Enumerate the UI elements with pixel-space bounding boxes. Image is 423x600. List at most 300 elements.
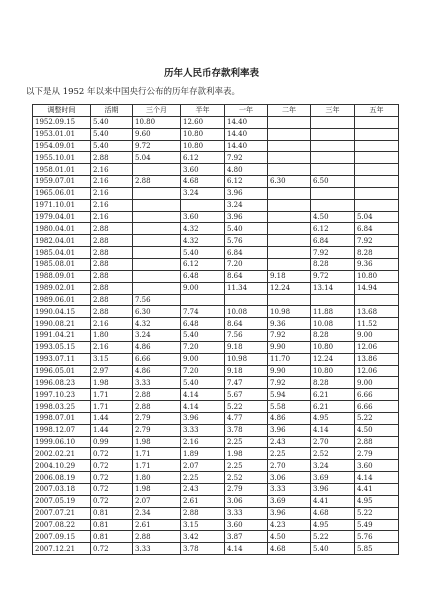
rate-cell: 2.88: [355, 436, 399, 448]
rate-cell: 10.80: [181, 140, 225, 152]
rate-cell: 2.88: [133, 531, 181, 543]
rate-cell: [268, 199, 311, 211]
rate-cell: 6.48: [181, 270, 225, 282]
rate-cell: 2.88: [181, 507, 225, 519]
rate-cell: 5.76: [225, 235, 268, 247]
rate-cell: 2.88: [91, 282, 133, 294]
rate-cell: [355, 140, 399, 152]
rate-cell: 8.28: [311, 330, 355, 342]
rate-cell: 8.28: [355, 247, 399, 259]
table-row: [33, 424, 399, 436]
table-row: [33, 519, 399, 531]
rate-cell: 5.22: [311, 531, 355, 543]
rate-cell: 2.25: [225, 436, 268, 448]
rate-cell: 0.72: [91, 543, 133, 555]
table-row: [33, 401, 399, 413]
rate-cell: 2.25: [225, 460, 268, 472]
rate-cell: [133, 270, 181, 282]
rate-cell: 6.12: [225, 176, 268, 188]
rate-cell: 0.81: [91, 519, 133, 531]
rate-cell: 9.90: [268, 365, 311, 377]
table-row: [33, 282, 399, 294]
date-cell: 1998.07.01: [33, 412, 91, 424]
rate-cell: 3.60: [355, 460, 399, 472]
rate-cell: 5.40: [311, 543, 355, 555]
rate-cell: 8.28: [311, 377, 355, 389]
rate-cell: 0.72: [91, 460, 133, 472]
rate-cell: 2.34: [133, 507, 181, 519]
rate-cell: 5.22: [355, 412, 399, 424]
rate-cell: 2.61: [133, 519, 181, 531]
table-row: [33, 306, 399, 318]
rate-cell: [355, 116, 399, 128]
rate-cell: [355, 164, 399, 176]
date-cell: 2007.12.21: [33, 543, 91, 555]
rate-cell: 3.60: [225, 519, 268, 531]
rate-cell: 3.96: [311, 484, 355, 496]
table-row: [33, 448, 399, 460]
rate-cell: 5.40: [91, 116, 133, 128]
rate-cell: 3.96: [181, 412, 225, 424]
date-cell: 1991.04.21: [33, 330, 91, 342]
date-cell: 1990.04.15: [33, 306, 91, 318]
rate-cell: 2.88: [133, 389, 181, 401]
rate-cell: 9.72: [133, 140, 181, 152]
rate-cell: 5.76: [355, 531, 399, 543]
rate-cell: [311, 187, 355, 199]
rate-cell: 2.16: [181, 436, 225, 448]
rate-cell: 8.64: [225, 270, 268, 282]
rate-cell: [133, 164, 181, 176]
table-row: [33, 116, 399, 128]
rate-cell: 9.00: [181, 282, 225, 294]
rate-cell: [311, 152, 355, 164]
date-cell: 1979.04.01: [33, 211, 91, 223]
rate-cell: 1.98: [225, 448, 268, 460]
rate-cell: 2.70: [311, 436, 355, 448]
rate-cell: 5.40: [181, 247, 225, 259]
rate-cell: [311, 294, 355, 306]
rate-cell: [133, 247, 181, 259]
table-row: [33, 152, 399, 164]
rate-cell: 3.33: [268, 484, 311, 496]
rate-cell: 4.86: [268, 412, 311, 424]
rate-cell: 4.41: [311, 495, 355, 507]
rate-cell: 7.56: [133, 294, 181, 306]
rate-cell: 2.97: [91, 365, 133, 377]
rate-cell: 4.32: [181, 223, 225, 235]
rate-cell: 7.74: [181, 306, 225, 318]
table-row: [33, 377, 399, 389]
table-row: [33, 543, 399, 555]
rate-cell: 9.00: [355, 330, 399, 342]
rate-cell: 3.06: [268, 472, 311, 484]
rate-cell: [311, 164, 355, 176]
rate-cell: [355, 152, 399, 164]
table-row: [33, 472, 399, 484]
rate-cell: 4.80: [225, 164, 268, 176]
rate-cell: 1.80: [91, 330, 133, 342]
rate-cell: 3.78: [181, 543, 225, 555]
rate-cell: 1.89: [181, 448, 225, 460]
rate-cell: 4.95: [311, 519, 355, 531]
rate-cell: 5.40: [181, 377, 225, 389]
rate-cell: 11.70: [268, 353, 311, 365]
rate-cell: 8.28: [311, 258, 355, 270]
rate-cell: [268, 258, 311, 270]
rate-cell: 2.88: [91, 294, 133, 306]
table-row: [33, 341, 399, 353]
rate-cell: 6.50: [311, 176, 355, 188]
document-title: 历年人民币存款利率表: [163, 68, 259, 79]
rate-cell: 14.40: [225, 140, 268, 152]
date-cell: 1954.09.01: [33, 140, 91, 152]
rate-cell: 3.24: [225, 199, 268, 211]
rate-cell: 7.92: [268, 330, 311, 342]
rate-cell: 4.86: [133, 341, 181, 353]
rate-cell: 2.07: [181, 460, 225, 472]
rate-cell: 7.92: [311, 247, 355, 259]
rate-cell: 3.24: [311, 460, 355, 472]
rate-cell: 1.71: [133, 448, 181, 460]
rate-cell: 12.24: [268, 282, 311, 294]
rate-cell: 5.04: [355, 211, 399, 223]
rate-cell: 4.95: [355, 495, 399, 507]
rate-cell: 2.70: [268, 460, 311, 472]
header-cell: 三个月: [133, 105, 181, 117]
rate-cell: 2.16: [91, 318, 133, 330]
rate-cell: [355, 176, 399, 188]
rate-cell: 4.14: [225, 543, 268, 555]
date-cell: 1989.02.01: [33, 282, 91, 294]
table-row: [33, 235, 399, 247]
rate-cell: 3.69: [268, 495, 311, 507]
header-cell: 活期: [91, 105, 133, 117]
table-row: [33, 436, 399, 448]
rate-cell: 12.06: [355, 341, 399, 353]
rate-cell: 14.40: [225, 116, 268, 128]
rate-cell: 4.50: [268, 531, 311, 543]
rate-cell: 5.22: [225, 401, 268, 413]
rate-cell: 9.00: [181, 353, 225, 365]
rate-cell: [268, 116, 311, 128]
date-cell: 1997.10.23: [33, 389, 91, 401]
date-cell: 1985.08.01: [33, 258, 91, 270]
date-cell: 1971.10.01: [33, 199, 91, 211]
rate-cell: 4.68: [268, 543, 311, 555]
rate-cell: [311, 199, 355, 211]
date-cell: 2006.08.19: [33, 472, 91, 484]
rate-cell: 2.88: [133, 401, 181, 413]
rate-cell: 10.08: [311, 318, 355, 330]
rate-cell: 4.50: [311, 211, 355, 223]
rate-cell: 4.77: [225, 412, 268, 424]
rate-cell: 4.14: [181, 401, 225, 413]
rate-cell: 1.98: [133, 484, 181, 496]
rate-cell: 10.80: [133, 116, 181, 128]
date-cell: 1996.05.01: [33, 365, 91, 377]
rate-cell: 14.94: [355, 282, 399, 294]
rate-cell: 6.12: [311, 223, 355, 235]
rate-cell: 13.86: [355, 353, 399, 365]
rate-cell: 6.30: [133, 306, 181, 318]
table-row: [33, 484, 399, 496]
rate-cell: 4.68: [181, 176, 225, 188]
table-row: [33, 495, 399, 507]
rate-cell: 5.40: [225, 223, 268, 235]
rate-cell: 0.99: [91, 436, 133, 448]
table-body: [33, 116, 399, 554]
rate-cell: 7.20: [225, 258, 268, 270]
rate-cell: 2.79: [133, 424, 181, 436]
rate-cell: 7.20: [181, 365, 225, 377]
rate-cell: 12.24: [311, 353, 355, 365]
table-row: [33, 353, 399, 365]
rate-cell: 2.16: [91, 187, 133, 199]
rate-cell: 7.92: [355, 235, 399, 247]
rate-cell: 2.88: [91, 247, 133, 259]
date-cell: 2007.07.21: [33, 507, 91, 519]
date-cell: 2007.03.18: [33, 484, 91, 496]
rate-cell: 2.07: [133, 495, 181, 507]
date-cell: 2007.08.22: [33, 519, 91, 531]
rate-cell: [181, 294, 225, 306]
table-row: [33, 128, 399, 140]
header-row: [33, 105, 399, 117]
rate-cell: [133, 258, 181, 270]
rate-cell: 5.58: [268, 401, 311, 413]
rate-cell: 3.15: [181, 519, 225, 531]
rate-cell: [133, 187, 181, 199]
rate-cell: [225, 294, 268, 306]
rate-cell: [355, 294, 399, 306]
rate-cell: 6.12: [181, 152, 225, 164]
rate-cell: 2.52: [311, 448, 355, 460]
rate-cell: 5.22: [355, 507, 399, 519]
rate-cell: 9.36: [355, 258, 399, 270]
rate-cell: [133, 223, 181, 235]
rate-cell: 6.66: [133, 353, 181, 365]
rate-cell: 2.88: [91, 258, 133, 270]
rate-cell: 1.80: [133, 472, 181, 484]
rate-cell: 11.34: [225, 282, 268, 294]
rate-cell: 3.42: [181, 531, 225, 543]
rate-cell: 2.52: [225, 472, 268, 484]
date-cell: 1998.12.07: [33, 424, 91, 436]
rate-cell: 3.06: [225, 495, 268, 507]
rate-cell: 2.16: [91, 211, 133, 223]
rate-cell: 5.49: [355, 519, 399, 531]
rate-cell: 6.66: [355, 401, 399, 413]
rate-cell: 13.14: [311, 282, 355, 294]
rate-cell: 3.33: [133, 377, 181, 389]
table-row: [33, 164, 399, 176]
table-row: [33, 270, 399, 282]
rate-cell: 2.25: [181, 472, 225, 484]
date-cell: 1999.06.10: [33, 436, 91, 448]
rate-cell: 4.95: [311, 412, 355, 424]
rate-cell: 2.25: [268, 448, 311, 460]
rate-cell: 6.84: [311, 235, 355, 247]
header-cell: 调整时间: [33, 105, 91, 117]
rate-cell: 4.14: [181, 389, 225, 401]
rate-cell: 0.81: [91, 531, 133, 543]
date-cell: 1982.04.01: [33, 235, 91, 247]
table-row: [33, 507, 399, 519]
rate-cell: 10.80: [311, 341, 355, 353]
table-row: [33, 531, 399, 543]
rate-cell: 2.88: [91, 306, 133, 318]
rate-cell: 3.87: [225, 531, 268, 543]
rate-cell: 10.80: [355, 270, 399, 282]
rate-cell: 4.68: [311, 507, 355, 519]
rate-cell: 7.92: [268, 377, 311, 389]
rate-cell: 5.94: [268, 389, 311, 401]
rate-cell: 2.79: [133, 412, 181, 424]
rate-cell: [268, 247, 311, 259]
rate-cell: [268, 294, 311, 306]
rate-cell: 6.66: [355, 389, 399, 401]
header-cell: 二年: [268, 105, 311, 117]
rate-cell: 10.98: [268, 306, 311, 318]
rate-cell: [181, 199, 225, 211]
table-row: [33, 176, 399, 188]
rate-cell: 4.50: [355, 424, 399, 436]
rate-cell: [268, 140, 311, 152]
rate-cell: 0.72: [91, 448, 133, 460]
rate-cell: 14.40: [225, 128, 268, 140]
rate-cell: 5.85: [355, 543, 399, 555]
rate-cell: 3.69: [311, 472, 355, 484]
rate-cell: 2.43: [181, 484, 225, 496]
rate-cell: [355, 128, 399, 140]
rate-cell: 2.79: [225, 484, 268, 496]
rate-cell: [311, 116, 355, 128]
rate-cell: 1.98: [133, 436, 181, 448]
rate-cell: 12.60: [181, 116, 225, 128]
rate-cell: 0.81: [91, 507, 133, 519]
rate-cell: 5.40: [91, 128, 133, 140]
date-cell: 1958.01.01: [33, 164, 91, 176]
rate-cell: 9.90: [268, 341, 311, 353]
rate-cell: 2.16: [91, 164, 133, 176]
rate-cell: 4.32: [133, 318, 181, 330]
rate-cell: 1.71: [91, 401, 133, 413]
rate-cell: 2.88: [91, 152, 133, 164]
rate-cell: 6.84: [355, 223, 399, 235]
rate-cell: 4.14: [355, 472, 399, 484]
table-row: [33, 140, 399, 152]
rate-cell: 7.56: [225, 330, 268, 342]
date-cell: 1993.07.11: [33, 353, 91, 365]
date-cell: 2007.09.15: [33, 531, 91, 543]
rate-cell: [133, 199, 181, 211]
rate-cell: 8.64: [225, 318, 268, 330]
rate-cell: 4.23: [268, 519, 311, 531]
rate-cell: 9.60: [133, 128, 181, 140]
intro-text: 以下是从 1952 年以来中国央行公布的历年存款利率表。: [26, 87, 241, 97]
rate-cell: 1.44: [91, 424, 133, 436]
date-cell: 1996.08.23: [33, 377, 91, 389]
rate-cell: 3.96: [225, 211, 268, 223]
rate-cell: 9.36: [268, 318, 311, 330]
rate-cell: 2.88: [91, 270, 133, 282]
table-row: [33, 199, 399, 211]
table-row: [33, 247, 399, 259]
rate-cell: 1.71: [133, 460, 181, 472]
rate-cell: 6.12: [181, 258, 225, 270]
date-cell: 1985.04.01: [33, 247, 91, 259]
rate-cell: 4.41: [355, 484, 399, 496]
rate-cell: 3.33: [181, 424, 225, 436]
table-row: [33, 460, 399, 472]
rate-cell: 1.44: [91, 412, 133, 424]
rate-cell: 3.33: [225, 507, 268, 519]
date-cell: 1965.06.01: [33, 187, 91, 199]
rate-cell: [268, 152, 311, 164]
table-row: [33, 365, 399, 377]
rate-cell: 0.72: [91, 484, 133, 496]
interest-rate-table: [32, 104, 399, 555]
rate-cell: 3.33: [133, 543, 181, 555]
rate-cell: [268, 187, 311, 199]
rate-cell: 3.78: [225, 424, 268, 436]
rate-cell: [133, 235, 181, 247]
date-cell: 2004.10.29: [33, 460, 91, 472]
rate-cell: 7.92: [225, 152, 268, 164]
rate-cell: 2.16: [91, 341, 133, 353]
rate-cell: 0.72: [91, 472, 133, 484]
rate-cell: 9.18: [225, 365, 268, 377]
table-row: [33, 318, 399, 330]
rate-cell: 9.72: [311, 270, 355, 282]
rate-cell: 5.40: [91, 140, 133, 152]
rate-cell: 13.68: [355, 306, 399, 318]
table-row: [33, 389, 399, 401]
table-row: [33, 223, 399, 235]
rate-cell: [311, 140, 355, 152]
rate-cell: 3.60: [181, 164, 225, 176]
rate-cell: 10.80: [181, 128, 225, 140]
rate-cell: 6.48: [181, 318, 225, 330]
rate-cell: 6.84: [225, 247, 268, 259]
rate-cell: 6.21: [311, 389, 355, 401]
header-cell: 五年: [355, 105, 399, 117]
rate-cell: 2.16: [91, 176, 133, 188]
table-row: [33, 330, 399, 342]
rate-cell: [268, 164, 311, 176]
rate-cell: [133, 282, 181, 294]
date-cell: 1993.05.15: [33, 341, 91, 353]
rate-cell: 3.24: [133, 330, 181, 342]
date-cell: 1988.09.01: [33, 270, 91, 282]
table-row: [33, 211, 399, 223]
rate-cell: 6.30: [268, 176, 311, 188]
table-row: [33, 187, 399, 199]
rate-cell: 6.21: [311, 401, 355, 413]
rate-cell: 10.98: [225, 353, 268, 365]
header-cell: 三年: [311, 105, 355, 117]
rate-cell: [133, 211, 181, 223]
header-cell: 一年: [225, 105, 268, 117]
date-cell: 1990.08.21: [33, 318, 91, 330]
rate-cell: [311, 128, 355, 140]
rate-cell: 2.88: [91, 223, 133, 235]
rate-cell: 2.88: [91, 235, 133, 247]
rate-cell: [355, 187, 399, 199]
rate-cell: 5.04: [133, 152, 181, 164]
rate-cell: [268, 211, 311, 223]
